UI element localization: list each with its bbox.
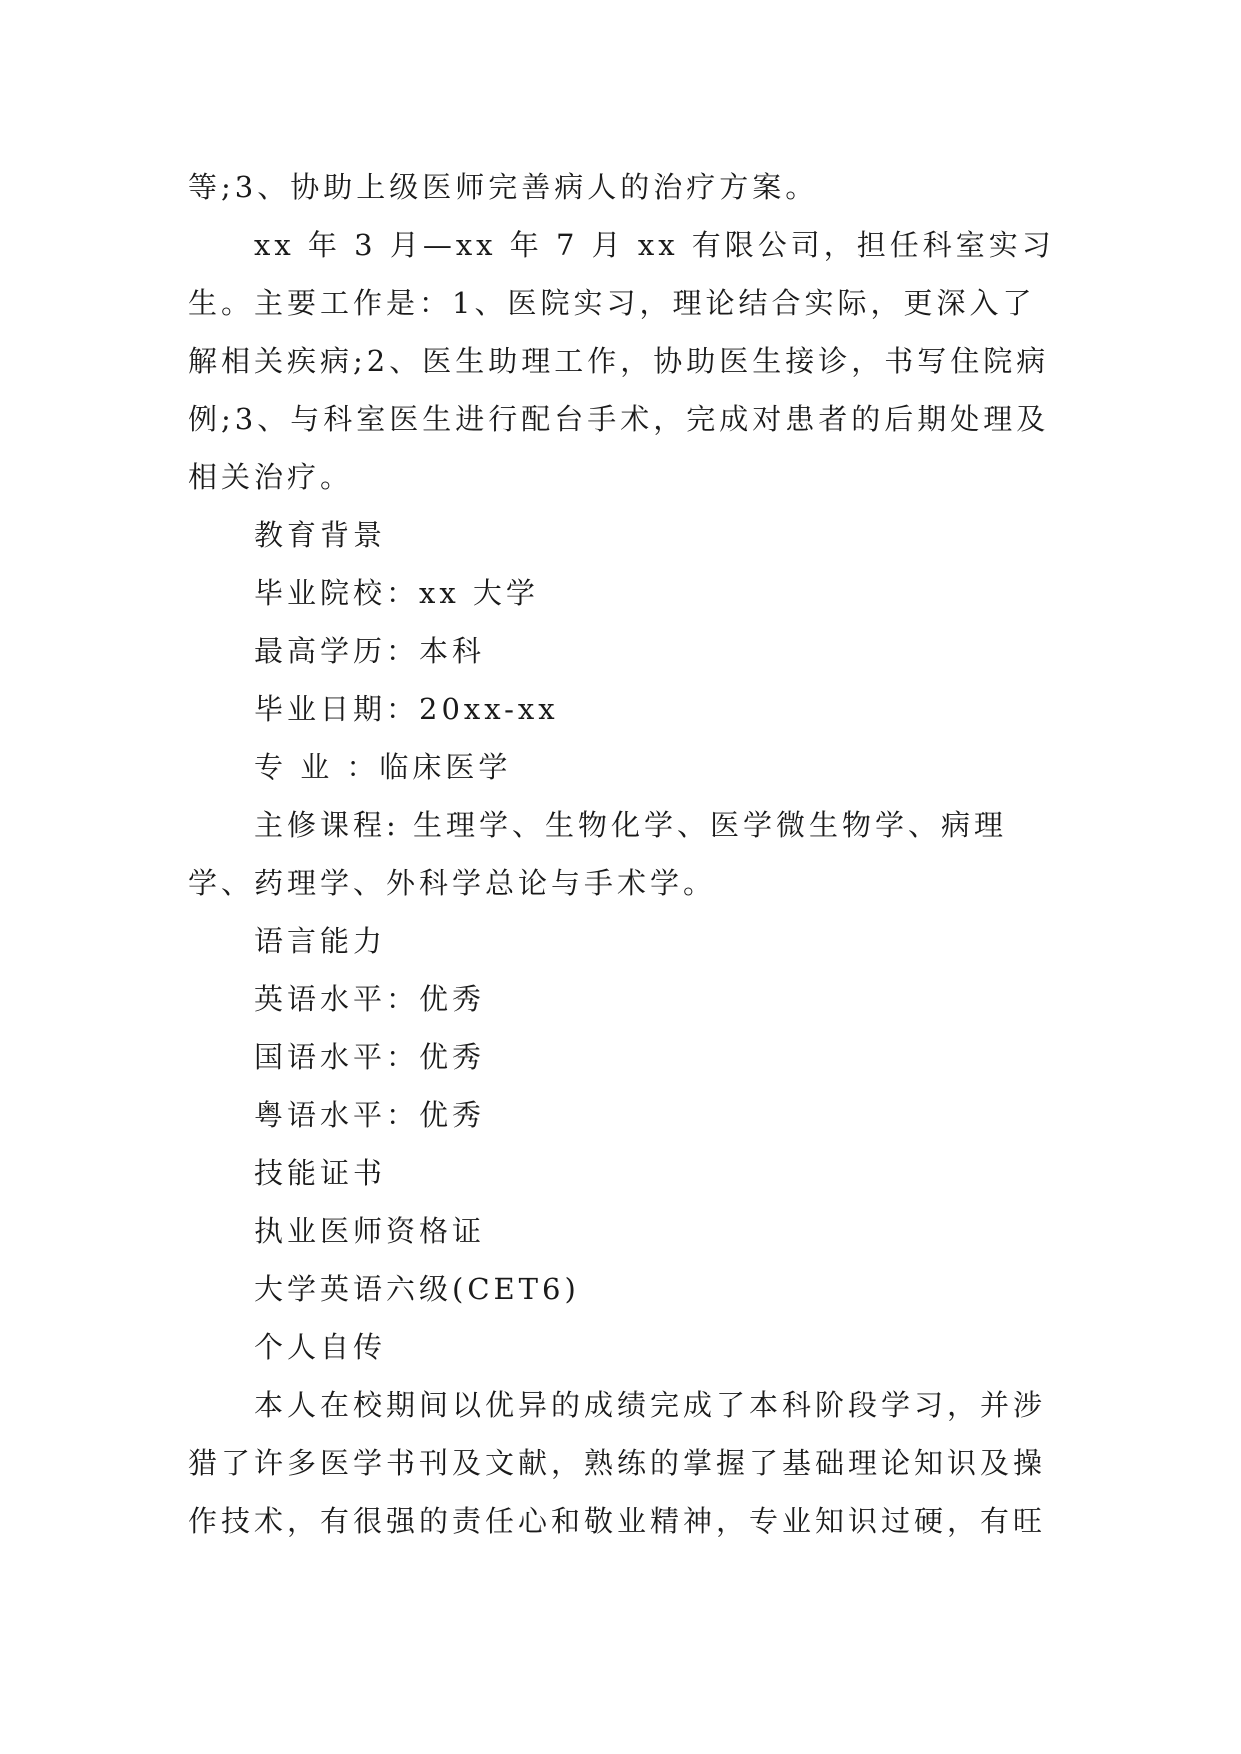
mandarin-level: 国语水平：优秀 [254, 1040, 486, 1074]
certificate-medical-license: 执业医师资格证 [254, 1214, 486, 1248]
graduation-school: 毕业院校：xx 大学 [254, 576, 539, 610]
heading-education-background: 教育背景 [254, 518, 387, 552]
major: 专 业 ：临床医学 [254, 750, 512, 784]
document-body [188, 158, 1060, 1550]
graduation-date: 毕业日期：20xx-xx [254, 692, 559, 726]
paragraph-internship-experience: xx 年 3 月—xx 年 7 月 xx 有限公司，担任科室实习生。主要工作是：1、医院实习，理论结合实际，更深入了解相关疾病;2、医生助理工作，协助医生接诊，书写住院病例;3、与科室医生进行配台手术，完成对患者的后期处理及相关治疗。 [188, 228, 1055, 494]
cantonese-level: 粤语水平：优秀 [254, 1098, 486, 1132]
heading-skill-certificates: 技能证书 [254, 1156, 387, 1190]
heading-personal-statement: 个人自传 [254, 1330, 387, 1364]
main-courses: 主修课程: 生理学、生物化学、医学微生物学、病理学、药理学、外科学总论与手术学。 [188, 808, 1007, 900]
heading-language-ability: 语言能力 [254, 924, 387, 958]
certificate-cet6: 大学英语六级(CET6) [254, 1272, 580, 1306]
english-level: 英语水平：优秀 [254, 982, 486, 1016]
highest-degree: 最高学历：本科 [254, 634, 486, 668]
paragraph-personal-statement: 本人在校期间以优异的成绩完成了本科阶段学习，并涉猎了许多医学书刊及文献，熟练的掌握了基础理论知识及操作技术，有很强的责任心和敬业精神，专业知识过硬，有旺 [188, 1388, 1047, 1538]
paragraph-treatment-plan-continuation: 等;3、协助上级医师完善病人的治疗方案。 [188, 170, 819, 204]
